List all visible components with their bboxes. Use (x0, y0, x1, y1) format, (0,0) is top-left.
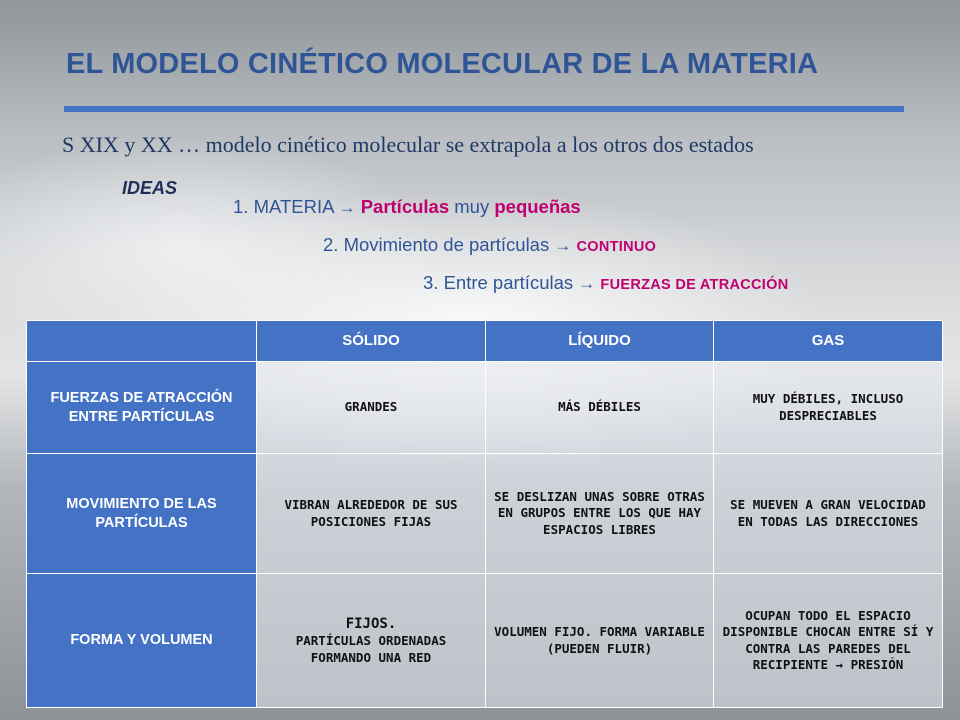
idea-3-fuerzas: FUERZAS DE ATRACCIÓN (600, 277, 789, 293)
row-header-forma-volumen: FORMA Y VOLUMEN (27, 574, 257, 708)
table-corner-cell (27, 321, 257, 362)
table-cell (257, 574, 486, 708)
row-header-fuerzas: FUERZAS DE ATRACCIÓN ENTRE PARTÍCULAS (27, 362, 257, 454)
row-header-movimiento: MOVIMIENTO DE LAS PARTÍCULAS (27, 454, 257, 574)
column-header-gas: GAS (714, 321, 943, 362)
gas-shape-text: OCUPAN TODO EL ESPACIO DISPONIBLE CHOCAN ENTRE SÍ Y CONTRA LAS PAREDES DEL RECIPIENTE (722, 608, 934, 672)
table-cell: MUY DÉBILES, INCLUSO DESPRECIABLES (714, 362, 943, 454)
right-arrow-icon: → (338, 198, 356, 217)
column-header-solido: SÓLIDO (257, 321, 486, 362)
table-cell: SE MUEVEN A GRAN VELOCIDAD EN TODAS LAS DIRECCIONES (714, 454, 943, 574)
table-cell: VIBRAN ALREDEDOR DE SUS POSICIONES FIJAS (257, 454, 486, 574)
right-arrow-icon: → (835, 656, 844, 672)
right-arrow-icon: → (578, 274, 596, 293)
idea-2 (323, 234, 656, 256)
states-of-matter-table (26, 320, 943, 708)
idea-1-particulas: Partículas (360, 196, 450, 217)
table-row (27, 362, 943, 454)
title-underline (64, 106, 904, 112)
idea-1 (233, 196, 581, 218)
solid-shape-rest: PARTÍCULAS ORDENADAS FORMANDO UNA RED (295, 633, 447, 665)
ideas-label: IDEAS (122, 178, 178, 198)
table-cell: SE DESLIZAN UNAS SOBRE OTRAS EN GRUPOS ENTRE LOS QUE HAY ESPACIOS LIBRES (486, 454, 714, 574)
idea-1-mid: muy (449, 196, 495, 217)
gas-shape-tail: PRESIÓN (850, 656, 904, 672)
solid-shape-head: FIJOS. (345, 616, 397, 633)
idea-2-prefix: 2. Movimiento de partículas (323, 234, 550, 255)
table-cell: MÁS DÉBILES (486, 362, 714, 454)
table-row (27, 574, 943, 708)
table-header-row (27, 321, 943, 362)
slide-title: EL MODELO CINÉTICO MOLECULAR DE LA MATERIA (66, 48, 819, 80)
idea-3 (423, 272, 788, 294)
table-cell: VOLUMEN FIJO. FORMA VARIABLE (PUEDEN FLUIR) (486, 574, 714, 708)
idea-1-pequenas: pequeñas (494, 196, 581, 217)
slide-subtitle: S XIX y XX … modelo cinético molecular se extrapola a los otros dos estados (62, 132, 754, 157)
table-row (27, 454, 943, 574)
right-arrow-icon: → (554, 236, 572, 255)
idea-1-prefix: 1. MATERIA (233, 196, 334, 217)
column-header-liquido: LÍQUIDO (486, 321, 714, 362)
idea-2-continuo: CONTINUO (576, 239, 657, 255)
idea-3-prefix: 3. Entre partículas (423, 272, 574, 293)
table-cell: GRANDES (257, 362, 486, 454)
table-cell (714, 574, 943, 708)
